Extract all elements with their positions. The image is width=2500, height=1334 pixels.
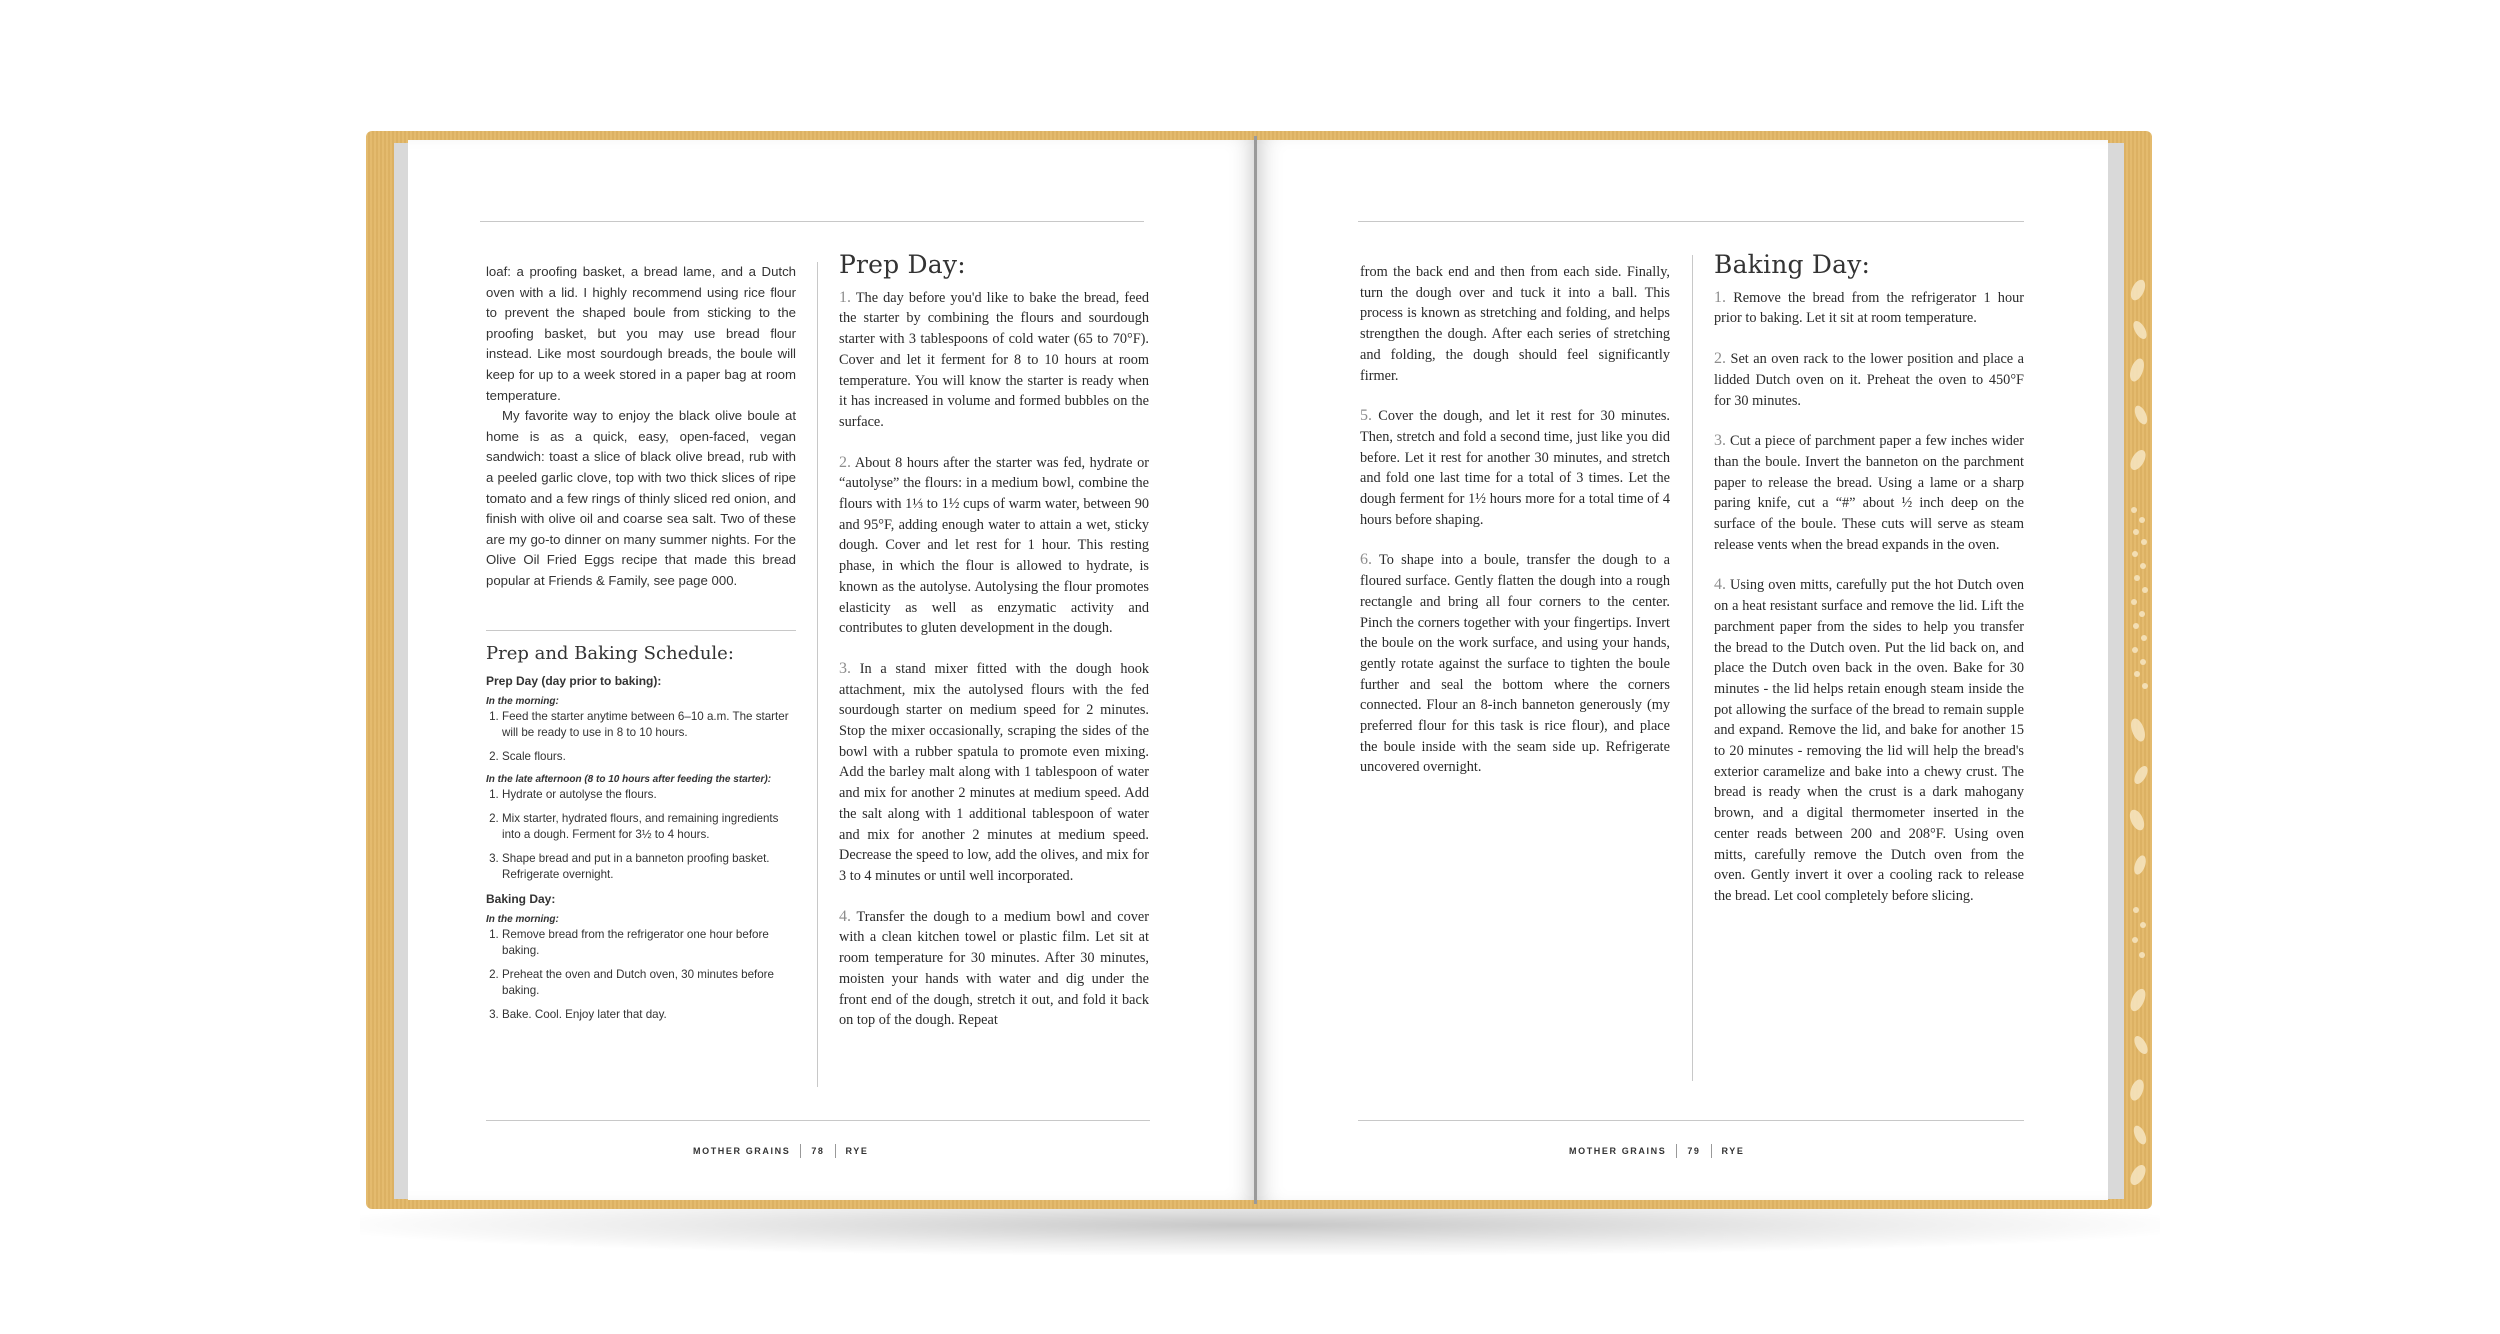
step-number: 3. — [1714, 432, 1726, 450]
left-footer-rule — [486, 1120, 1150, 1121]
step-number: 2. — [839, 453, 851, 471]
step-number: 5. — [1360, 407, 1372, 425]
baking-list — [486, 927, 796, 1024]
right-page-edge — [2106, 143, 2124, 1199]
step-text: The day before you'd like to bake the bread, feed the starter by combining the flours and sourdough starter with 3 tablespoons of cold water (65 to 70°F). Cover and let it ferment for 8 to 10 hours at room temperature. You will know the starter is ready when it has increased in volume and formed bubbles on the surface. — [839, 289, 1149, 430]
prep-step — [839, 907, 1149, 1031]
prep-day-column — [839, 250, 1149, 1051]
step-text: Set an oven rack to the lower position and place a lidded Dutch oven on it. Preheat the oven to 450°F for 30 minutes. — [1714, 351, 2024, 409]
step-number: 3. — [839, 659, 851, 677]
schedule-title: Prep and Baking Schedule: — [486, 643, 734, 664]
step-text: Transfer the dough to a medium bowl and cover with a clean kitchen towel or plastic film. Let sit at room temperature for 30 minutes. After 30 minutes, moisten your hands with water and dig under the front end of the dough, stretch it out, and fold it back on top of the dough. Repeat — [839, 908, 1149, 1029]
footer-book-title: MOTHER GRAINS — [693, 1146, 791, 1156]
baking-step — [1714, 431, 2024, 555]
step-text: About 8 hours after the starter was fed, hydrate or “autolyse” the flours: in a medium bowl, combine the flours with 1⅓ to 1½ cups of warm water, between 90 and 95°F, adding enough water to attain a wet, sticky dough. Cover and let rest for 1 hour. This resting phase, in which the flour is allowed to hydrate, is known as the autolyse. Autolysing the flour promotes elasticity as well as enzymatic activity and contributes to gluten development in the dough. — [839, 454, 1149, 637]
footer-chapter: RYE — [845, 1146, 869, 1156]
footer-separator — [1676, 1144, 1677, 1158]
step-number: 4. — [1714, 576, 1726, 594]
left-footer — [693, 1144, 869, 1158]
afternoon-list — [486, 787, 796, 884]
baking-step — [1714, 575, 2024, 906]
footer-page-number: 78 — [811, 1146, 825, 1156]
footer-separator — [800, 1144, 801, 1158]
footer-chapter: RYE — [1721, 1146, 1745, 1156]
step-number: 4. — [839, 907, 851, 925]
list-item: 2. Mix starter, hydrated flours, and remaining ingredients into a dough. Ferment for 3½ to 4 hours. — [502, 811, 796, 843]
baking-day-label: Baking Day: — [486, 891, 556, 906]
prep-step — [839, 453, 1149, 639]
step-number: 1. — [839, 288, 851, 306]
baking-day-column — [1714, 250, 2025, 927]
right-column-divider — [1692, 255, 1693, 1081]
step-text: In a stand mixer fitted with the dough hook attachment, mix the autolysed flours with the fed sourdough starter on medium speed for 2 minutes. Stop the mixer occasionally, scraping the sides of the bowl with a rubber spatula to promote even mixing. Add the barley malt along with 1 tablespoon of water and mix for another 2 minutes at medium speed. Add the salt along with 1 additional tablespoon of water and mix for another 2 minutes at medium speed. Decrease the speed to low, add the olives, and mix for 3 to 4 minutes or until well incorporated. — [839, 660, 1149, 884]
baking-day-heading: Baking Day: — [1714, 250, 1871, 279]
step-text: from the back end and then from each side. Finally, turn the dough over and tuck it into a ball. This process is known as stretching and folding, and helps strengthen the dough. After each series of stretching and folding, the dough should feel significantly firmer. — [1360, 264, 1670, 384]
step-number: 6. — [1360, 551, 1372, 569]
intro-paragraph: My favorite way to enjoy the black olive boule at home is as a quick, easy, open-faced, vegan sandwich: toast a slice of black olive bread, rub with a peeled garlic clove, top with two thick slices of ripe tomato and a few rings of thinly sliced red onion, and finish with olive oil and coarse sea salt. Two of these are my go-to dinner on many summer nights. For the Olive Oil Fried Eggs recipe that made this bread popular at Friends & Family, see page 000. — [486, 408, 796, 588]
prep-step — [1360, 262, 1670, 386]
footer-separator — [835, 1144, 836, 1158]
right-header-rule — [1358, 221, 2024, 222]
prep-day-label: Prep Day (day prior to baking): — [486, 674, 662, 688]
step-text: Cover the dough, and let it rest for 30 minutes. Then, stretch and fold a second time, just like you did before. Let it rest for another 30 minutes, and stretch and fold one last time for a total of 3 times. Let the dough ferment for 1½ hours more for a total time of 4 hours before shaping. — [1360, 408, 1670, 528]
step-text: Using oven mitts, carefully put the hot Dutch oven on a heat resistant surface and remove the lid. Lift the parchment paper from the sides to help you transfer the bread to the Dutch oven. Put the lid back on, and place the Dutch oven back in the oven. Bake for 30 minutes - the lid helps retain enough steam inside the pot allowing the surface of the bread to remain supple and expand. Remove the lid, and bake for another 15 to 20 minutes - removing the lid will help the bread's exterior caramelize and bake into a chewy crust. The bread is ready when the crust is a dark mahogany brown, and a digital thermometer inserted in the center reads between 200 and 208°F. Using oven mitts, carefully remove the Dutch oven from the oven. Gently invert it over a cooling rack to release the bread. Let cool completely before slicing. — [1714, 577, 2024, 904]
prep-baking-schedule — [486, 643, 796, 1032]
prep-step — [1360, 550, 1670, 778]
step-number: 2. — [1714, 350, 1726, 368]
afternoon-label: In the late afternoon (8 to 10 hours after feeding the starter): — [486, 773, 772, 785]
footer-page-number: 79 — [1687, 1146, 1701, 1156]
vine-pattern-icon — [2126, 270, 2152, 1190]
left-column-divider — [817, 262, 818, 1087]
footer-separator — [1711, 1144, 1712, 1158]
prep-step — [839, 288, 1149, 433]
list-item: 2. Preheat the oven and Dutch oven, 30 minutes before baking. — [502, 967, 796, 999]
prep-day-heading: Prep Day: — [839, 250, 966, 279]
list-item: 1. Hydrate or autolyse the flours. — [502, 787, 796, 803]
morning-label: In the morning: — [486, 696, 559, 707]
baking-step — [1714, 288, 2024, 329]
list-item: 3. Shape bread and put in a banneton proofing basket. Refrigerate overnight. — [502, 851, 796, 883]
book-gutter — [1254, 136, 1257, 1204]
left-header-rule — [480, 221, 1144, 222]
step-text: To shape into a boule, transfer the dough to a floured surface. Gently flatten the dough into a rough rectangle and bring all four corners to the center. Pinch the corners together with your fingertips. Invert the boule on the work surface, and using your hands, gently rotate against the surface to tighten the boule further and seal the bottom where the corners connected. Flour an 8-inch banneton generously (my preferred flour for this task is rice flour), and place the boule inside with the seam side up. Refrigerate uncovered overnight. — [1360, 552, 1670, 776]
step-text: Remove the bread from the refrigerator 1 hour prior to baking. Let it sit at room temperature. — [1714, 289, 2025, 327]
list-item: 1. Feed the starter anytime between 6–10 a.m. The starter will be ready to use in 8 to 10 hours. — [502, 709, 796, 741]
step-text: Cut a piece of parchment paper a few inches wider than the boule. Invert the banneton on the parchment paper to release the bread. Using a lame or a sharp paring knife, cut a “#” about ½ inch deep on the surface of the boule. These cuts will serve as steam release vents when the bread expands in the oven. — [1714, 433, 2024, 553]
baking-morning-label: In the morning: — [486, 913, 559, 925]
list-item: 3. Bake. Cool. Enjoy later that day. — [502, 1007, 796, 1023]
list-item: 2. Scale flours. — [502, 749, 796, 765]
right-footer-rule — [1358, 1120, 2024, 1121]
footer-book-title: MOTHER GRAINS — [1569, 1146, 1667, 1156]
list-item: 1. Remove bread from the refrigerator one hour before baking. — [502, 927, 796, 959]
prep-step — [1360, 406, 1670, 530]
continued-steps-column — [1360, 262, 1670, 798]
left-intro-text — [486, 262, 796, 592]
baking-step — [1714, 349, 2024, 411]
prep-step — [839, 659, 1149, 887]
right-footer — [1569, 1144, 1745, 1158]
schedule-rule — [486, 630, 796, 631]
intro-paragraph: loaf: a proofing basket, a bread lame, and a Dutch oven with a lid. I highly recommend using rice flour to prevent the shaped boule from sticking to the proofing basket, but you may use bread flour instead. Like most sourdough breads, the boule will keep for up to a week stored in a paper bag at room temperature. — [486, 264, 796, 403]
step-number: 1. — [1714, 288, 1726, 306]
morning-list — [486, 709, 796, 766]
